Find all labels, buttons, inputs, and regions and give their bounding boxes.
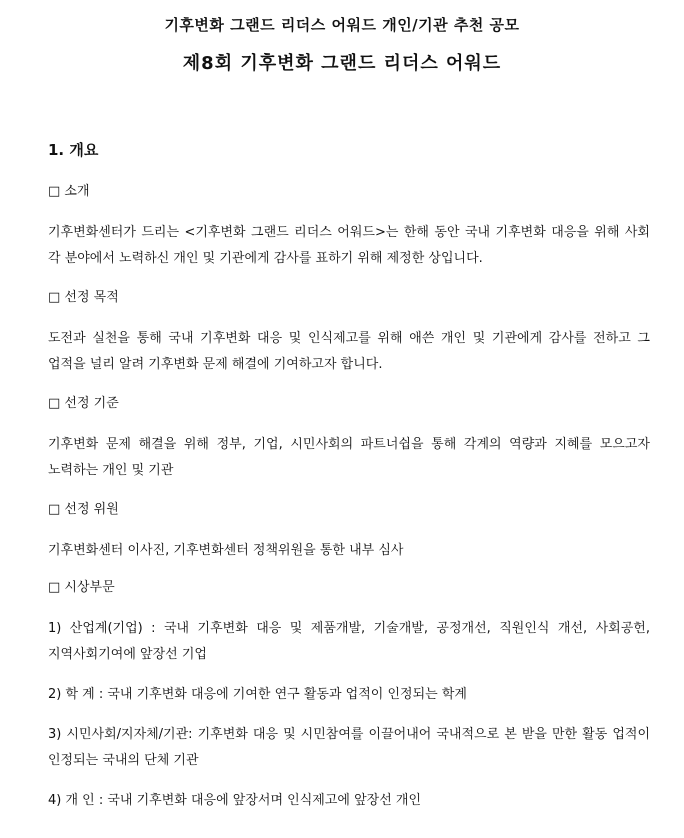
document-subtitle: 제8회 기후변화 그랜드 리더스 어워드 [182,53,502,74]
category-item-academia: 2) 학 계 : 국내 기후변화 대응에 기여한 연구 활동과 업적이 인정되는 학계 [48,687,467,702]
document-title: 기후변화 그랜드 리더스 어워드 개인/기관 추천 공모 [164,16,520,34]
subheading-intro: □ 소개 [48,184,90,199]
paragraph-criteria: 기후변화 문제 해결을 위해 정부, 기업, 시민사회의 파트너쉽을 통해 각계의 역량과 지혜를 모으고자 노력하는 개인 및 기관 [48,437,650,478]
paragraph-committee: 기후변화센터 이사진, 기후변화센터 정책위원을 통한 내부 심사 [48,543,404,558]
document-body [48,138,650,828]
category-item-civil-society: 3) 시민사회/지자체/기관: 기후변화 대응 및 시민참여를 이끌어내어 국내적으로 본 받을 만한 활동 업적이 인정되는 국내의 단체 기관 [48,727,650,768]
category-item-individual: 4) 개 인 : 국내 기후변화 대응에 앞장서며 인식제고에 앞장선 개인 [48,793,421,808]
category-item-industry: 1) 산업계(기업) : 국내 기후변화 대응 및 제품개발, 기술개발, 공정개선, 직원인식 개선, 사회공헌, 지역사회기여에 앞장선 기업 [48,621,650,662]
subheading-categories: □ 시상부문 [48,580,115,595]
paragraph-purpose: 도전과 실천을 통해 국내 기후변화 대응 및 인식제고를 위해 애쓴 개인 및 기관에게 감사를 전하고 그 업적을 널리 알려 기후변화 문제 해결에 기여하고자 합니다. [48,331,650,372]
subheading-purpose: □ 선정 목적 [48,290,119,305]
paragraph-intro: 기후변화센터가 드리는 <기후변화 그랜드 리더스 어워드>는 한해 동안 국내 기후변화 대응을 위해 사회 각 분야에서 노력하신 개인 및 기관에게 감사를 표하기 위해 제정한 상입니다. [48,225,650,266]
subheading-criteria: □ 선정 기준 [48,396,119,411]
section-heading-overview: 1. 개요 [48,141,99,159]
subheading-committee: □ 선정 위원 [48,502,119,517]
